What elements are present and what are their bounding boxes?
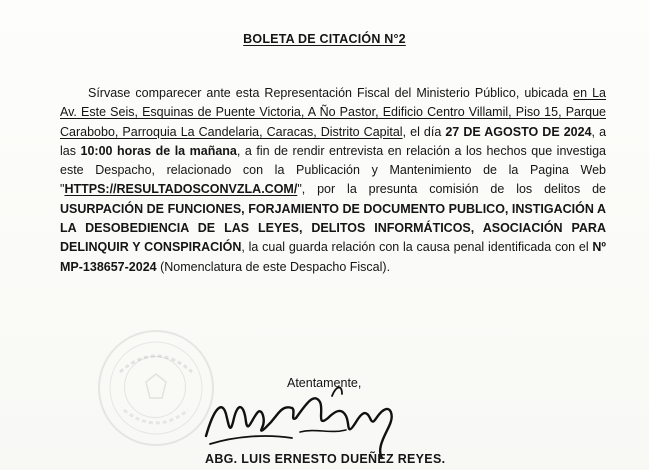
signer-name: ABG. LUIS ERNESTO DUEÑEZ REYES. bbox=[205, 452, 446, 466]
body-purpose: , a fin de rendir entrevista en relación a los hechos que investiga este Despacho, relacionado con la Publicación y Mantenimiento de la Pagina Web " bbox=[60, 143, 607, 197]
body-date-prefix: , el día bbox=[402, 124, 446, 139]
office-address: en La Av. Este Seis, Esquinas de Puente Victoria, A Ño Pastor, Edificio Centro Villamil, Piso 15, Parque Carabobo, Parroquia La Candelaria, Caracas, Distrito Capital bbox=[60, 86, 607, 139]
citation-body bbox=[60, 84, 606, 277]
appointment-date: 27 DE AGOSTO DE 2024 bbox=[445, 124, 592, 139]
body-time-prefix: , a las bbox=[60, 124, 607, 158]
handwritten-signature-icon bbox=[196, 378, 426, 462]
appointment-time: 10:00 horas de la mañana bbox=[80, 143, 237, 158]
body-crimes-prefix: ", por la presunta comisión de los delitos de bbox=[297, 182, 606, 197]
body-intro: Sírvase comparecer ante esta Representación Fiscal del Ministerio Público, ubicada bbox=[88, 86, 574, 100]
website-url: HTTPS://RESULTADOSCONVZLA.COM/ bbox=[64, 182, 298, 197]
case-number: Nº MP-138657-2024 bbox=[60, 240, 606, 274]
body-ending: (Nomenclatura de este Despacho Fiscal). bbox=[156, 259, 391, 274]
document-title-text: BOLETA DE CITACIÓN N°2 bbox=[243, 32, 406, 46]
body-case-prefix: , la cual guarda relación con la causa penal identificada con el bbox=[241, 240, 593, 255]
closing-salutation: Atentamente, bbox=[287, 376, 362, 390]
crimes-list: USURPACIÓN DE FUNCIONES, FORJAMIENTO DE DOCUMENTO PUBLICO, INSTIGACIÓN A LA DESOBEDIENCIA DE LAS LEYES, DELITOS INFORMÁTICOS, ASOCIACIÓN PARA DELINQUIR Y CONSPIRACIÓN bbox=[60, 201, 606, 255]
document-title bbox=[0, 32, 649, 46]
